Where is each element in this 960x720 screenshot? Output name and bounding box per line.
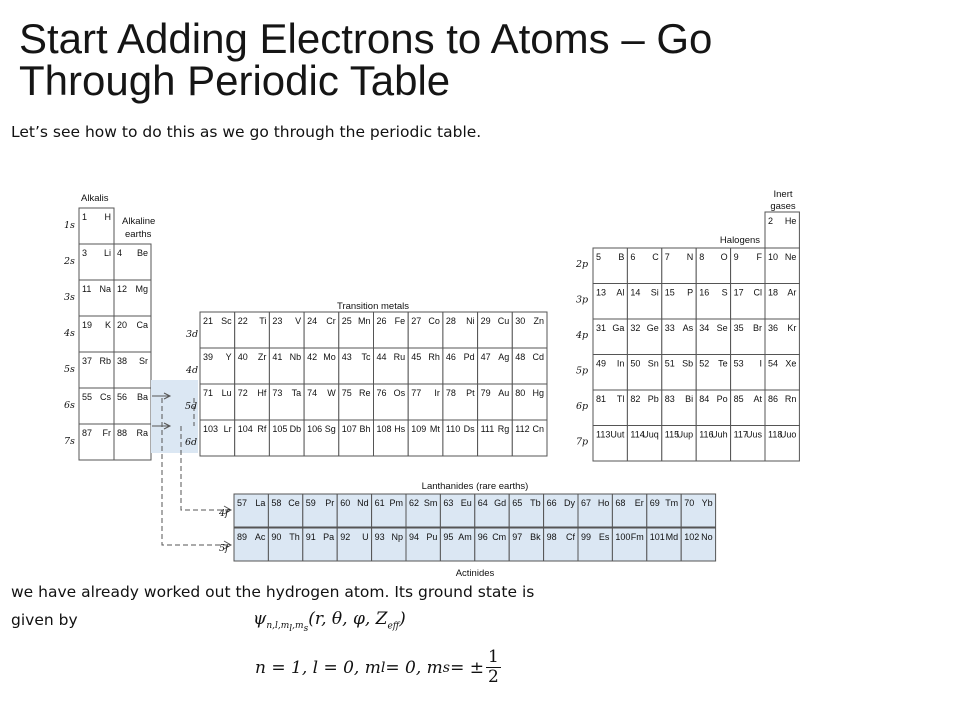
shell-label-7p: 7p <box>576 436 589 448</box>
actinide-cell-Md-symbol: Md <box>665 532 679 542</box>
actinide-cell-Pu-number: 94 <box>409 532 420 542</box>
halogens-header: Halogens <box>719 235 761 246</box>
alkali-cell-Rb-number: 37 <box>82 356 93 366</box>
psi-arguments: (r, θ, φ, Z <box>308 609 388 629</box>
shell-label-3d: 3d <box>186 329 199 340</box>
psi-subscript-m: ,m <box>292 621 304 632</box>
transition-cell-Hg-number: 80 <box>515 388 526 398</box>
actinide-cell-Pa-number: 91 <box>305 532 316 542</box>
actinide-cell-Cm-number: 96 <box>477 532 488 542</box>
p-block-cell-Sb-number: 51 <box>664 358 675 369</box>
p-block-cell-Tl-symbol: Tl <box>616 394 625 404</box>
transition-cell-Hg-symbol: Hg <box>532 388 544 398</box>
qn-ms-subscript: s <box>442 659 451 676</box>
actinide-cell-Fm-symbol: Fm <box>630 532 644 542</box>
transition-cell-Tc-number: 43 <box>341 352 352 362</box>
shell-label-6s: 6s <box>64 400 75 411</box>
transition-cell-Rg-symbol: Rg <box>497 424 510 434</box>
p-block-cell-Ne-symbol: Ne <box>784 252 797 262</box>
actinide-cell-Es-number: 99 <box>581 532 592 542</box>
alkaline-cell-Ca-symbol: Ca <box>136 320 148 330</box>
transition-cell-Os-symbol: Os <box>393 388 406 398</box>
transition-cell-Au-number: 79 <box>480 388 491 398</box>
transition-cell-V-number: 23 <box>272 316 283 326</box>
shell-label-5d: 5d <box>185 401 198 412</box>
lanthanide-cell-Ce-symbol: Ce <box>288 498 300 508</box>
p-block-cell-Uuo-symbol: Uuo <box>779 429 797 440</box>
p-block-cell-N-symbol: N <box>686 252 694 262</box>
lanthanides-header: Lanthanides (rare earths) <box>421 481 529 492</box>
psi-close-paren: ) <box>399 609 406 629</box>
actinide-cell-Cf-symbol: Cf <box>566 532 575 542</box>
transition-cell-Ir-symbol: Ir <box>434 388 440 398</box>
lanthanide-cell-Pr-number: 59 <box>305 498 316 508</box>
p-block-cell-Uuh-symbol: Uuh <box>711 429 728 440</box>
p-block-cell-Po-number: 84 <box>699 394 710 404</box>
alkali-cell-Rb-symbol: Rb <box>99 356 111 366</box>
noble-cell-He-symbol: He <box>784 216 797 226</box>
shell-label-1s: 1s <box>64 220 75 231</box>
one-half-fraction <box>486 648 501 687</box>
noble-cell-He-number: 2 <box>768 216 774 226</box>
alkaline-cell-Sr-number: 38 <box>117 356 128 366</box>
transition-cell-Ir-number: 77 <box>411 388 422 398</box>
p-block-cell-Sn-symbol: Sn <box>647 358 659 369</box>
alkalis-header: Alkalis <box>81 193 109 204</box>
p-block-cell-Uut-symbol: Uut <box>610 429 625 440</box>
p-block-cell-B-symbol: B <box>618 252 625 262</box>
p-block-cell-Te-number: 52 <box>699 358 710 369</box>
actinide-cell-Bk-symbol: Bk <box>530 532 541 542</box>
transition-cell-Ru-number: 44 <box>376 352 387 362</box>
wavefunction-equation <box>253 609 406 634</box>
shell-label-4f: 4f <box>219 508 229 519</box>
shell-label-5f: 5f <box>219 543 229 554</box>
transition-cell-Hf-number: 72 <box>237 388 248 398</box>
qn-ml-subscript: l <box>380 659 386 676</box>
p-block-cell-Te-symbol: Te <box>718 358 728 369</box>
p-block-cell-Xe-number: 54 <box>768 358 779 369</box>
transition-cell-Mo-symbol: Mo <box>323 352 336 362</box>
p-block-cell-Cl-number: 17 <box>733 287 744 298</box>
alkaline-header-line-1: Alkaline <box>122 216 156 227</box>
qn-n-l: n = 1, l = 0, m <box>255 657 381 678</box>
qn-ms: = 0, m <box>385 657 443 678</box>
lanthanide-cell-Ho-number: 67 <box>581 498 592 508</box>
intro-text: Let’s see how to do this as we go through the periodic table. <box>11 123 482 141</box>
transition-cell-Mt-symbol: Mt <box>429 424 440 434</box>
actinide-cell-Ac-number: 89 <box>237 532 248 542</box>
p-block-cell-N-number: 7 <box>664 252 670 262</box>
transition-cell-Ta-number: 73 <box>272 388 283 398</box>
p-block-cell-Ar-number: 18 <box>768 287 779 298</box>
shell-label-5p: 5p <box>576 365 589 377</box>
p-block-cell-Tl-number: 81 <box>596 394 607 404</box>
transition-cell-Ti-symbol: Ti <box>259 316 267 326</box>
shell-label-2p: 2p <box>576 259 589 270</box>
transition-cell-Sc-number: 21 <box>203 316 214 326</box>
alkali-cell-Fr-number: 87 <box>82 428 93 438</box>
transition-cell-Fe-symbol: Fe <box>394 316 406 326</box>
transition-cell-Cn-symbol: Cn <box>532 424 544 434</box>
alkali-cell-Na-number: 11 <box>82 284 92 294</box>
transition-cell-Hf-symbol: Hf <box>257 388 267 398</box>
actinide-cell-Np-symbol: Np <box>391 532 403 542</box>
transition-cell-Y-symbol: Y <box>225 352 232 362</box>
p-block-cell-P-number: 15 <box>664 287 675 298</box>
actinide-cell-Th-symbol: Th <box>289 532 300 542</box>
actinide-cell-Md-number: 101 <box>649 532 665 542</box>
transition-cell-Ta-symbol: Ta <box>291 388 302 398</box>
alkaline-cell-Mg-number: 12 <box>117 284 128 294</box>
transition-cell-Sc-symbol: Sc <box>221 316 232 326</box>
inert-header-line-1: Inert <box>773 189 793 200</box>
lanthanide-cell-Dy-symbol: Dy <box>564 498 575 508</box>
inert-header-line-2: gases <box>770 201 796 212</box>
alkali-cell-Cs-number: 55 <box>82 392 93 402</box>
transition-cell-Co-symbol: Co <box>428 316 440 326</box>
transition-cell-Os-number: 76 <box>376 388 387 398</box>
transition-cell-Mo-number: 42 <box>307 352 318 362</box>
shell-label-4s: 4s <box>64 328 75 339</box>
actinide-cell-Cm-symbol: Cm <box>492 532 507 542</box>
transition-cell-Db-symbol: Db <box>289 424 302 434</box>
p-block-cell-I-symbol: I <box>759 358 762 369</box>
lanthanide-cell-Eu-number: 63 <box>443 498 454 508</box>
transition-cell-Ag-number: 47 <box>480 352 491 362</box>
p-block-cell-O-symbol: O <box>720 252 728 262</box>
actinide-cell-Am-number: 95 <box>443 532 454 542</box>
p-block-cell-At-symbol: At <box>753 394 762 404</box>
transition-cell-Pt-number: 78 <box>445 388 456 398</box>
quantum-numbers-equation <box>255 648 501 687</box>
actinide-cell-Es-symbol: Es <box>598 532 610 542</box>
lanthanide-cell-Sm-symbol: Sm <box>423 498 438 508</box>
lanthanide-cell-Yb-symbol: Yb <box>701 498 713 508</box>
alkaline-cell-Mg-symbol: Mg <box>135 284 148 294</box>
lanthanide-cell-Ce-number: 58 <box>271 498 282 508</box>
transition-cell-Ni-symbol: Ni <box>466 316 475 326</box>
p-block-cell-I-number: 53 <box>733 358 744 369</box>
psi-symbol: ψ <box>253 609 267 629</box>
p-block-cell-Se-symbol: Se <box>716 323 728 333</box>
lanthanide-cell-La-symbol: La <box>255 498 266 508</box>
lanthanide-cell-Nd-symbol: Nd <box>357 498 369 508</box>
transition-cell-Pd-symbol: Pd <box>463 352 475 362</box>
p-block-cell-Uut-number: 113 <box>596 429 611 440</box>
lanthanide-cell-Pm-symbol: Pm <box>389 498 403 508</box>
transition-header: Transition metals <box>337 301 409 312</box>
shell-label-4d: 4d <box>186 365 199 376</box>
transition-cell-Rh-number: 45 <box>411 352 422 362</box>
p-block-cell-Ga-number: 31 <box>596 323 607 333</box>
p-block-cell-Sn-number: 50 <box>630 358 641 369</box>
transition-cell-Rh-symbol: Rh <box>428 352 440 362</box>
transition-cell-Zn-symbol: Zn <box>533 316 544 326</box>
transition-cell-Zn-number: 30 <box>515 316 526 326</box>
lanthanide-cell-Sm-number: 62 <box>409 498 420 508</box>
actinide-cell-No-symbol: No <box>701 532 713 542</box>
p-block-cell-As-number: 33 <box>664 323 675 333</box>
alkaline-cell-Be-symbol: Be <box>136 248 148 258</box>
transition-cell-Sg-number: 106 <box>307 424 323 434</box>
p-block-cell-As-symbol: As <box>682 323 694 333</box>
p-block-cell-O-number: 8 <box>699 252 705 262</box>
lanthanide-cell-Pm-number: 61 <box>374 498 385 508</box>
alkaline-header-line-2: earths <box>125 229 152 240</box>
p-block-cell-Pb-symbol: Pb <box>647 394 659 404</box>
psi-subscript-s: s <box>303 624 309 635</box>
p-block-cell-Uuq-symbol: Uuq <box>642 429 659 440</box>
transition-cell-Bh-symbol: Bh <box>359 424 371 434</box>
qn-plus-minus: = ± <box>450 657 484 678</box>
shell-label-2s: 2s <box>64 256 75 267</box>
p-block-cell-C-symbol: C <box>652 252 659 262</box>
p-block-cell-P-symbol: P <box>687 287 694 298</box>
transition-cell-Nb-number: 41 <box>272 352 283 362</box>
title-line-2: Through Periodic Table <box>19 57 451 104</box>
title-line-1: Start Adding Electrons to Atoms – Go <box>19 15 713 62</box>
shell-label-5s: 5s <box>64 364 75 375</box>
p-block-cell-Br-number: 35 <box>733 323 744 333</box>
p-block-cell-Ne-number: 10 <box>768 252 779 262</box>
lanthanide-cell-Er-number: 68 <box>615 498 626 508</box>
p-block-cell-Al-symbol: Al <box>616 287 625 298</box>
transition-cell-Db-number: 105 <box>272 424 288 434</box>
p-block-cell-Bi-number: 83 <box>664 394 675 404</box>
lanthanide-cell-Pr-symbol: Pr <box>325 498 335 508</box>
shell-label-3s: 3s <box>64 292 75 303</box>
psi-subscript: n,l,m <box>266 621 290 632</box>
lanthanide-cell-Nd-number: 60 <box>340 498 351 508</box>
alkali-cell-Li-number: 3 <box>82 248 88 258</box>
shell-label-4p: 4p <box>576 330 589 341</box>
p-block-cell-S-symbol: S <box>721 287 728 298</box>
p-block-cell-In-number: 49 <box>596 358 607 369</box>
lanthanide-cell-Yb-number: 70 <box>684 498 695 508</box>
p-block-cell-F-number: 9 <box>733 252 739 262</box>
alkali-cell-Cs-symbol: Cs <box>100 392 111 402</box>
p-block-cell-In-symbol: In <box>616 358 625 369</box>
alkaline-cell-Ba-symbol: Ba <box>136 392 148 402</box>
p-block-cell-Uup-symbol: Uup <box>676 429 694 440</box>
p-block-cell-Si-symbol: Si <box>650 287 659 298</box>
transition-cell-Cu-symbol: Cu <box>497 316 510 326</box>
p-block-cell-Uus-symbol: Uus <box>745 429 762 440</box>
p-block-cell-Uuh-number: 116 <box>699 429 714 440</box>
lanthanide-cell-Gd-number: 64 <box>477 498 488 508</box>
shell-label-6d: 6d <box>185 437 198 448</box>
p-block-cell-Kr-symbol: Kr <box>787 323 797 333</box>
alkali-cell-K-symbol: K <box>104 320 111 330</box>
shell-label-7s: 7s <box>64 436 75 447</box>
p-block-cell-Se-number: 34 <box>699 323 710 333</box>
p-block-cell-Ge-symbol: Ge <box>646 323 659 333</box>
transition-cell-Hs-symbol: Hs <box>394 424 406 434</box>
transition-cell-Co-number: 27 <box>411 316 422 326</box>
alkali-cell-K-number: 19 <box>82 320 93 330</box>
transition-cell-Cd-symbol: Cd <box>532 352 544 362</box>
transition-cell-Cr-symbol: Cr <box>326 316 336 326</box>
transition-cell-Zr-symbol: Zr <box>257 352 267 362</box>
fraction-denominator: 2 <box>487 667 499 687</box>
p-block-cell-F-symbol: F <box>756 252 762 262</box>
transition-cell-Au-symbol: Au <box>498 388 510 398</box>
transition-cell-Ds-number: 110 <box>445 424 461 434</box>
alkaline-cell-Ba-number: 56 <box>117 392 128 402</box>
p-block-cell-Br-symbol: Br <box>753 323 762 333</box>
p-block-cell-At-number: 85 <box>733 394 744 404</box>
transition-cell-V-symbol: V <box>295 316 302 326</box>
actinide-cell-Np-number: 93 <box>374 532 385 542</box>
shell-label-6p: 6p <box>576 401 589 412</box>
transition-cell-Lr-number: 103 <box>203 424 219 434</box>
p-block-cell-Bi-symbol: Bi <box>685 394 694 404</box>
transition-cell-Cn-number: 112 <box>515 424 530 434</box>
lanthanide-cell-Dy-number: 66 <box>546 498 557 508</box>
p-block-cell-Ga-symbol: Ga <box>612 323 625 333</box>
transition-cell-Tc-symbol: Tc <box>361 352 371 362</box>
transition-cell-Ti-number: 22 <box>237 316 248 326</box>
transition-cell-Cd-number: 48 <box>515 352 526 362</box>
transition-cell-Pt-symbol: Pt <box>466 388 475 398</box>
p-block-cell-Al-number: 13 <box>596 287 607 298</box>
actinide-cell-No-number: 102 <box>684 532 700 542</box>
actinide-cell-Ac-symbol: Ac <box>254 532 266 542</box>
p-block-cell-Uuq-number: 114 <box>630 429 645 440</box>
lanthanide-cell-Eu-symbol: Eu <box>460 498 472 508</box>
transition-cell-Sg-symbol: Sg <box>324 424 336 434</box>
ground-state-sentence: we have already worked out the hydrogen atom. Its ground state is given by <box>11 583 535 629</box>
actinide-cell-U-number: 92 <box>340 532 351 542</box>
p-block-cell-Ar-symbol: Ar <box>787 287 797 298</box>
transition-cell-Rf-number: 104 <box>237 424 253 434</box>
transition-cell-Nb-symbol: Nb <box>289 352 302 362</box>
p-block-cell-S-number: 16 <box>699 287 710 298</box>
transition-cell-Ni-number: 28 <box>445 316 456 326</box>
shell-label-3p: 3p <box>576 294 589 306</box>
p-block-cell-Po-symbol: Po <box>716 394 728 404</box>
transition-cell-Y-number: 39 <box>203 352 214 362</box>
alkaline-cell-Sr-symbol: Sr <box>139 356 148 366</box>
p-block-cell-Rn-number: 86 <box>768 394 779 404</box>
p-block-cell-Cl-symbol: Cl <box>753 287 762 298</box>
transition-cell-Hs-number: 108 <box>376 424 392 434</box>
lanthanide-cell-Tm-symbol: Tm <box>665 498 679 508</box>
p-block-cell-Ge-number: 32 <box>630 323 641 333</box>
p-block-cell-Kr-number: 36 <box>768 323 779 333</box>
p-block-cell-Sb-symbol: Sb <box>682 358 694 369</box>
transition-cell-Lu-number: 71 <box>203 388 214 398</box>
lanthanide-cell-La-number: 57 <box>237 498 248 508</box>
psi-subscript-l: l <box>289 624 293 635</box>
alkaline-cell-Ra-number: 88 <box>117 428 128 438</box>
transition-cell-W-symbol: W <box>327 388 336 398</box>
p-block-cell-Uus-number: 117 <box>733 429 748 440</box>
transition-cell-Ru-symbol: Ru <box>393 352 406 362</box>
fraction-numerator: 1 <box>487 647 499 667</box>
lanthanide-cell-Gd-symbol: Gd <box>494 498 507 508</box>
alkali-cell-H-number: 1 <box>82 212 88 222</box>
lanthanide-cell-Er-symbol: Er <box>634 498 644 508</box>
alkali-cell-Fr-symbol: Fr <box>102 428 111 438</box>
transition-cell-Rg-number: 111 <box>480 424 495 434</box>
actinides-header: Actinides <box>455 568 495 579</box>
p-block-cell-Pb-number: 82 <box>630 394 641 404</box>
p-block-cell-Rn-symbol: Rn <box>784 394 797 404</box>
actinide-cell-Th-number: 90 <box>271 532 282 542</box>
actinide-cell-Cf-number: 98 <box>546 532 557 542</box>
p-block-cell-Xe-symbol: Xe <box>785 358 797 369</box>
actinide-cell-Fm-number: 100 <box>615 532 631 542</box>
transition-cell-Rf-symbol: Rf <box>257 424 267 434</box>
transition-cell-Mn-symbol: Mn <box>357 316 371 326</box>
p-block-cell-B-number: 5 <box>596 252 602 262</box>
transition-cell-Cu-number: 29 <box>480 316 491 326</box>
p-block-cell-Si-number: 14 <box>630 287 641 298</box>
actinide-cell-Bk-number: 97 <box>512 532 523 542</box>
alkali-cell-Na-symbol: Na <box>99 284 111 294</box>
p-block-cell-Uuo-number: 118 <box>768 429 783 440</box>
lanthanide-cell-Tb-symbol: Tb <box>530 498 541 508</box>
transition-cell-Ag-symbol: Ag <box>498 352 510 362</box>
transition-cell-Ds-symbol: Ds <box>463 424 475 434</box>
transition-cell-Zr-number: 40 <box>237 352 248 362</box>
alkaline-cell-Be-number: 4 <box>117 248 123 258</box>
alkali-cell-Li-symbol: Li <box>103 248 111 258</box>
transition-cell-Mn-number: 25 <box>341 316 352 326</box>
transition-cell-Pd-number: 46 <box>445 352 456 362</box>
psi-eff-subscript: eff <box>387 621 400 632</box>
alkaline-cell-Ca-number: 20 <box>117 320 128 330</box>
transition-cell-Mt-number: 109 <box>411 424 427 434</box>
lanthanide-cell-Ho-symbol: Ho <box>597 498 610 508</box>
transition-cell-Cr-number: 24 <box>307 316 318 326</box>
transition-cell-Re-number: 75 <box>341 388 352 398</box>
transition-cell-Fe-number: 26 <box>376 316 387 326</box>
transition-cell-W-number: 74 <box>307 388 318 398</box>
transition-cell-Lr-symbol: Lr <box>223 424 232 434</box>
lanthanide-cell-Tb-number: 65 <box>512 498 523 508</box>
actinide-cell-U-symbol: U <box>362 532 369 542</box>
p-block-cell-C-number: 6 <box>630 252 636 262</box>
actinide-cell-Pa-symbol: Pa <box>323 532 335 542</box>
alkaline-cell-Ra-symbol: Ra <box>136 428 148 438</box>
lanthanide-cell-Tm-number: 69 <box>649 498 660 508</box>
actinide-cell-Am-symbol: Am <box>458 532 472 542</box>
alkali-cell-H-symbol: H <box>104 212 111 222</box>
transition-cell-Bh-number: 107 <box>341 424 357 434</box>
p-block-cell-Uup-number: 115 <box>664 429 680 440</box>
transition-cell-Re-symbol: Re <box>358 388 371 398</box>
transition-cell-Lu-symbol: Lu <box>221 388 232 398</box>
actinide-cell-Pu-symbol: Pu <box>426 532 438 542</box>
